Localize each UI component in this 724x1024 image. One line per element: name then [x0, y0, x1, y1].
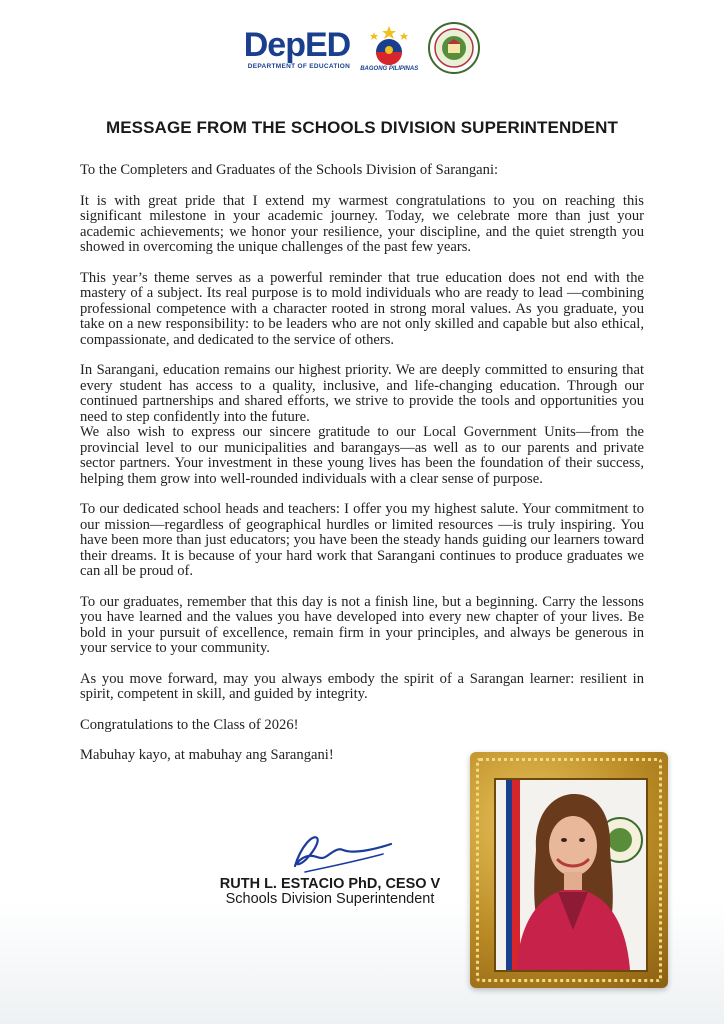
letter-body [80, 163, 644, 779]
paragraph: We also wish to express our sincere gratitude to our Local Government Units—from the provincial level to our municipalities and barangays—as well as to our parents and private sector partners. Your investment in these young lives has been the foundation of their success, helping them grow into well-rounded individuals with a clear sense of purpose. [80, 424, 644, 487]
closing-line: Mabuhay kayo, at mabuhay ang Sarangani! [80, 747, 334, 763]
paragraph: As you move forward, may you always embody the spirit of a Sarangan learner: resilient in spirit, competent in skill, and guided by integrity. [80, 670, 644, 702]
portrait-frame [470, 752, 668, 988]
division-seal-icon [428, 22, 480, 74]
deped-wordmark: DepED [243, 25, 351, 64]
superintendent-portrait-icon [496, 780, 646, 970]
paragraph: To our graduates, remember that this day is not a finish line, but a beginning. Carry the lessons you have learned and the values you have developed into every new chapter of your lives. Be bold in your pursuit of excellence, remain firm in your principles, and always be generous in your service to your community. [80, 593, 644, 656]
signatory-role: Schools Division Superintendent [225, 891, 435, 907]
signature-icon [283, 826, 403, 882]
signatory-name: RUTH L. ESTACIO PhD, CESO V [219, 876, 441, 892]
deped-logo [244, 27, 350, 70]
bagong-pilipinas-logo [360, 24, 418, 72]
portrait-photo [494, 778, 648, 972]
deped-subtitle: DEPARTMENT OF EDUCATION [247, 62, 351, 70]
paragraph: To our dedicated school heads and teachers: I offer you my highest salute. Your commitment to our mission—regardless of geographical hurdles or limited resources —is truly inspiring. You have been more than just educators; you have been the steady hands guiding our learners toward their dreams. It is because of your hard work that Sarangani continues to produce graduates we can all be proud of. [80, 501, 644, 579]
bagong-pilipinas-icon [364, 24, 414, 66]
header-logos [0, 22, 724, 74]
closing-line: Congratulations to the Class of 2026! [80, 716, 299, 733]
paragraph: In Sarangani, education remains our highest priority. We are deeply committed to ensuring that every student has access to a quality, inclusive, and life-changing education. Through our continued partnerships and shared efforts, we strive to provide the tools and opportunities you need to step confidently into the future. [80, 362, 644, 425]
paragraph: This year’s theme serves as a powerful reminder that true education does not end with the mastery of a subject. Its real purpose is to mold individuals who are ready to lead —combining professional competence with a character rooted in strong moral values. As you graduate, you take on a new responsibility: to be leaders who are not only skilled and capable but also ethical, compassionate, and dedicated to the service of others. [80, 269, 644, 348]
paragraph: It is with great pride that I extend my warmest congratulations to you on reaching this significant milestone in your academic journey. Today, we celebrate more than just your academic achievements; we honor your resilience, your discipline, and the quiet strength you showed in overcoming the unique challenges of the past few years. [80, 192, 644, 255]
bagong-pilipinas-text: BAGONG PILIPINAS [360, 66, 419, 72]
page-title: MESSAGE FROM THE SCHOOLS DIVISION SUPERINTENDENT [105, 118, 618, 137]
salutation: To the Completers and Graduates of the Schools Division of Sarangani: [80, 162, 499, 178]
